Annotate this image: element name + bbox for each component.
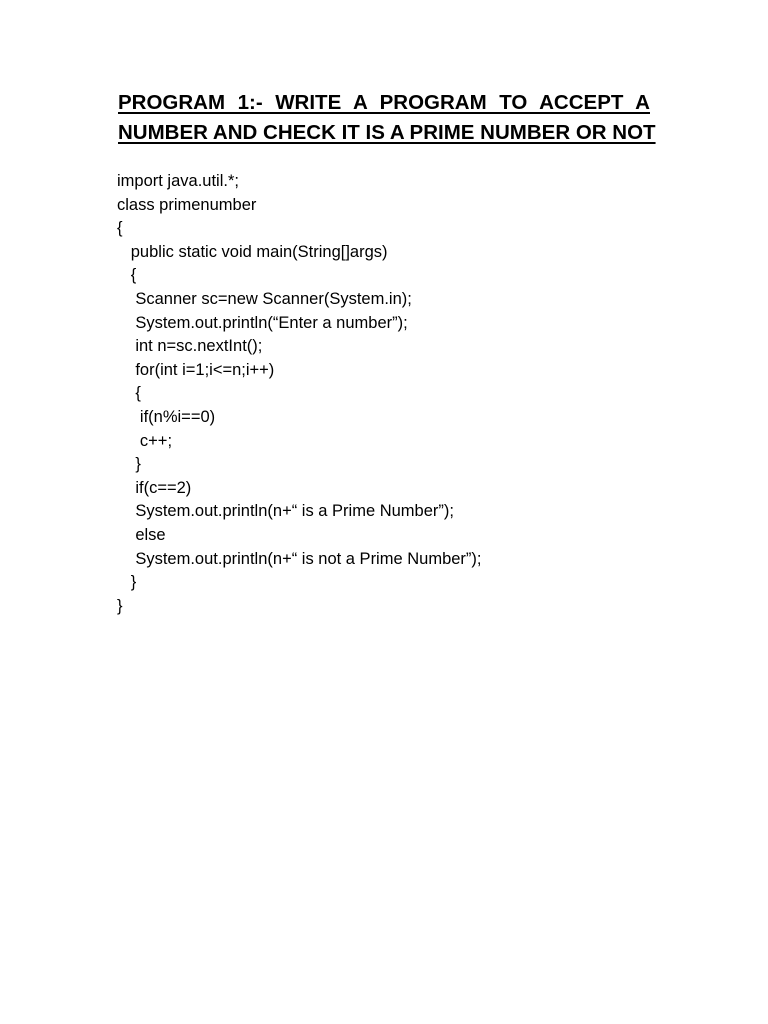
code-line: if(c==2) bbox=[117, 478, 192, 497]
code-line: else bbox=[117, 525, 166, 544]
code-line: System.out.println(n+“ is not a Prime Number”); bbox=[117, 549, 482, 568]
code-line: for(int i=1;i<=n;i++) bbox=[117, 360, 275, 379]
code-listing bbox=[117, 170, 717, 618]
code-line: Scanner sc=new Scanner(System.in); bbox=[117, 289, 412, 308]
code-line: if(n%i==0) bbox=[117, 407, 216, 426]
code-line: System.out.println(n+“ is a Prime Number”); bbox=[117, 502, 454, 521]
code-line: { bbox=[117, 219, 123, 238]
program-title bbox=[118, 88, 656, 148]
code-line: } bbox=[117, 596, 123, 615]
code-line: int n=sc.nextInt(); bbox=[117, 337, 263, 356]
code-line: System.out.println(“Enter a number”); bbox=[117, 313, 408, 332]
code-line: public static void main(String[]args) bbox=[117, 242, 388, 261]
code-line: import java.util.*; bbox=[117, 172, 239, 190]
code-line: class primenumber bbox=[117, 195, 257, 214]
code-line: c++; bbox=[117, 431, 173, 450]
program-title-line-1: PROGRAM 1:- WRITE A PROGRAM TO ACCEPT A bbox=[118, 91, 650, 114]
code-line: { bbox=[117, 266, 137, 285]
code-line: } bbox=[117, 455, 141, 474]
code-line: { bbox=[117, 384, 141, 403]
program-title-line-2: NUMBER AND CHECK IT IS A PRIME NUMBER OR NOT bbox=[118, 121, 656, 144]
code-line: } bbox=[117, 573, 137, 592]
